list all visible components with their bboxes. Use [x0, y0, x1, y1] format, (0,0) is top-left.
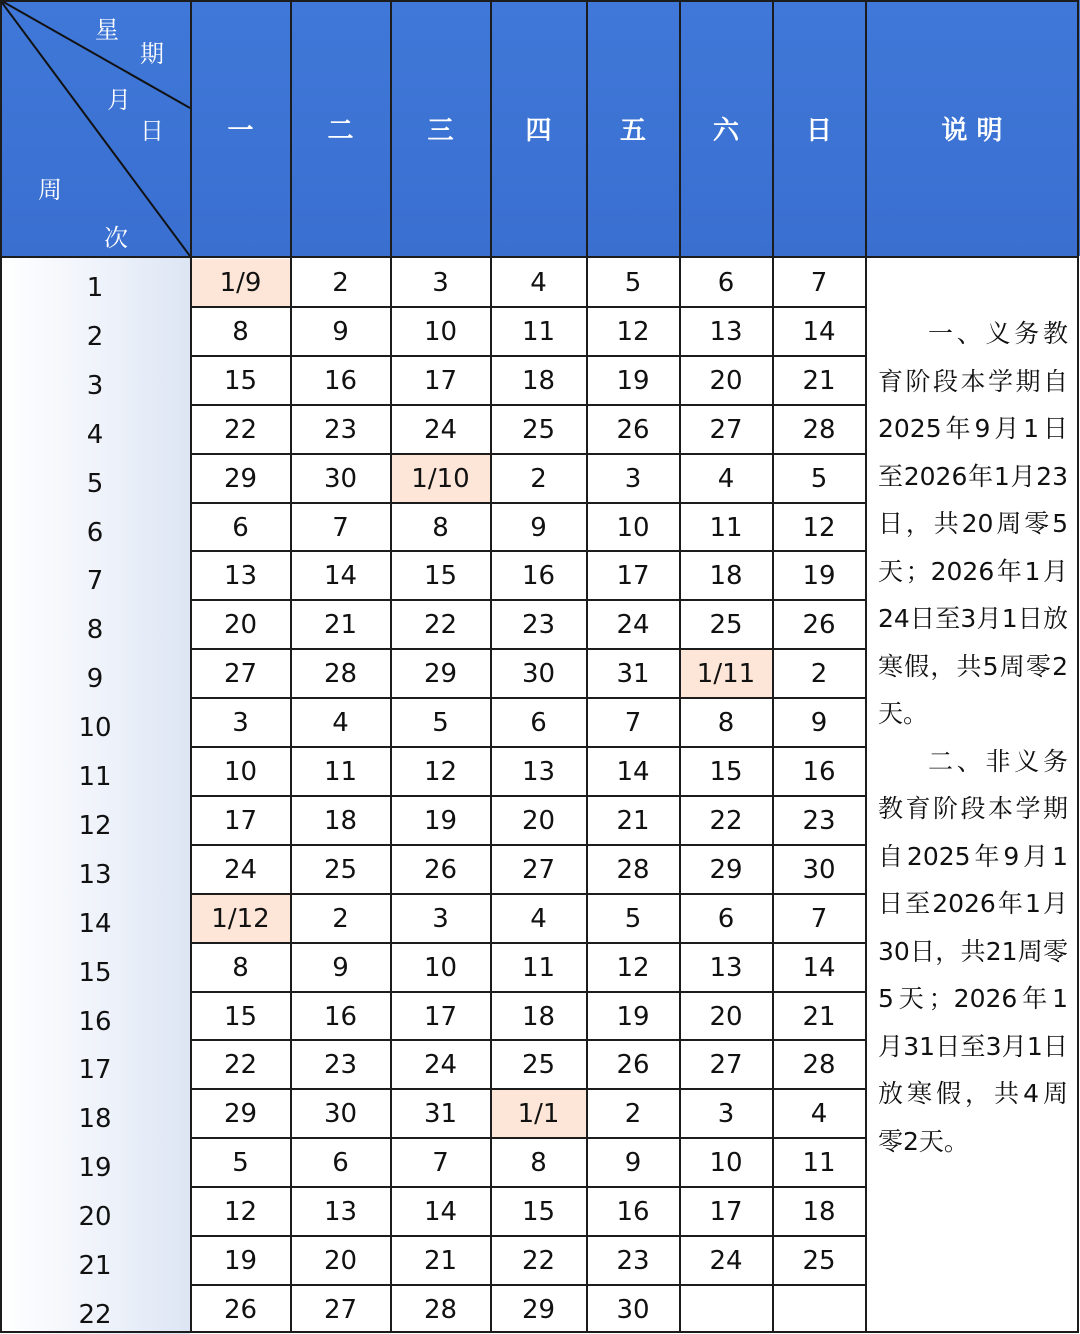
header-sunday: 日 [805, 115, 832, 146]
corner-weekday-char-2: 期 [140, 40, 164, 68]
week-number-cell [0, 1040, 190, 1089]
date-cell: 26 [423, 854, 458, 885]
date-cell: 19 [423, 805, 458, 836]
date-cell: 20 [223, 610, 258, 641]
date-cell: 28 [802, 1050, 836, 1081]
grid-horizontal-line [190, 502, 866, 504]
grid-horizontal-line [190, 1039, 866, 1041]
header-friday: 五 [619, 115, 646, 146]
date-cell [773, 1286, 865, 1334]
date-cell: 7 [810, 268, 828, 298]
date-cell: 17 [616, 561, 650, 592]
week-number: 3 [86, 370, 104, 401]
date-cell: 24 [423, 1050, 458, 1081]
date-cell: 31 [616, 659, 650, 690]
month-start-date-cell: 1/1 [491, 1090, 586, 1138]
date-cell: 25 [802, 1246, 836, 1276]
grid-horizontal-line [190, 893, 866, 895]
date-cell: 16 [323, 1001, 358, 1032]
date-cell: 28 [616, 854, 650, 885]
week-number-cell [0, 1187, 190, 1236]
grid-horizontal-line [190, 1284, 866, 1286]
date-cell: 2 [332, 268, 349, 298]
date-cell: 10 [423, 316, 458, 347]
date-cell: 29 [521, 1294, 556, 1325]
date-cell: 21 [802, 1001, 836, 1032]
date-cell: 22 [223, 414, 258, 445]
week-number: 5 [86, 468, 104, 499]
date-cell: 18 [802, 1197, 836, 1228]
week-number: 7 [86, 566, 104, 597]
date-cell: 20 [521, 805, 556, 836]
grid-vertical-line [490, 0, 492, 1333]
date-cell: 24 [616, 610, 650, 641]
note-compulsory-education: 一、义务教育阶段本学期自2025年9月1日至2026年1月23日，共20周零5天；2026年1月24日至3月1日放寒假，共5周零2天。 [878, 319, 1068, 728]
date-cell: 24 [223, 854, 258, 885]
week-number: 11 [78, 762, 112, 792]
grid-horizontal-line [190, 1088, 866, 1090]
date-cell: 29 [223, 1099, 258, 1130]
date-cell: 8 [232, 952, 249, 983]
corner-weekday-char-1: 星 [95, 16, 119, 44]
date-cell: 5 [432, 708, 449, 739]
date-cell: 26 [802, 610, 836, 641]
date-cell: 3 [432, 268, 449, 298]
date-cell: 6 [232, 512, 249, 543]
date-cell: 27 [521, 854, 556, 885]
week-number: 17 [78, 1055, 112, 1086]
grid-vertical-line [865, 0, 867, 1333]
header-wednesday: 三 [427, 115, 454, 146]
date-cell: 14 [423, 1197, 458, 1228]
date-cell: 28 [323, 659, 358, 690]
grid-horizontal-line [190, 599, 866, 601]
grid-vertical-line [1077, 0, 1079, 1333]
date-cell: 27 [709, 1050, 743, 1081]
date-cell: 25 [709, 610, 743, 641]
date-cell: 30 [616, 1294, 650, 1325]
date-cell: 25 [521, 1050, 556, 1081]
week-number: 22 [78, 1299, 112, 1330]
week-number-cell [0, 1236, 190, 1285]
date-cell: 12 [616, 316, 650, 347]
date-cell: 26 [616, 414, 650, 445]
date-cell: 30 [521, 659, 556, 690]
month-start-date-cell: 1/12 [191, 895, 290, 943]
grid-horizontal-line [190, 697, 866, 699]
week-number: 20 [78, 1202, 112, 1233]
date-cell: 26 [616, 1050, 650, 1081]
date-cell: 7 [332, 512, 349, 543]
date-cell: 26 [223, 1294, 258, 1325]
date-cell: 3 [717, 1099, 735, 1130]
date-cell: 24 [423, 414, 458, 445]
date-cell: 7 [432, 1148, 449, 1179]
date-cell: 22 [423, 610, 458, 641]
week-number-cell [0, 258, 190, 307]
week-number-cell [0, 1285, 190, 1334]
date-cell: 14 [802, 952, 836, 983]
date-cell: 12 [423, 757, 458, 787]
grid-horizontal-line [190, 306, 866, 308]
week-number: 4 [86, 419, 104, 450]
week-number-cell [0, 649, 190, 698]
date-cell: 28 [802, 414, 836, 445]
header-thursday: 四 [525, 115, 552, 146]
grid-vertical-line [190, 0, 192, 1333]
date-cell: 5 [232, 1148, 249, 1179]
date-cell: 2 [810, 659, 828, 690]
date-cell: 16 [323, 365, 358, 396]
corner-date-char-2: 日 [140, 117, 164, 145]
week-number-cell [0, 894, 190, 943]
date-cell: 25 [323, 854, 358, 885]
grid-vertical-line [772, 0, 774, 1333]
date-cell: 17 [223, 805, 258, 836]
date-cell: 10 [423, 952, 458, 983]
week-number-cell [0, 551, 190, 600]
date-cell: 23 [323, 1050, 358, 1081]
month-start-date-cell: 1/10 [391, 455, 490, 503]
date-cell: 8 [432, 512, 449, 543]
date-cell: 19 [616, 1001, 650, 1032]
week-number: 9 [86, 664, 104, 695]
date-cell: 18 [521, 1001, 556, 1032]
date-cell: 9 [810, 708, 828, 739]
grid-horizontal-line [190, 991, 866, 993]
week-number-cell [0, 405, 190, 454]
date-cell: 15 [223, 365, 258, 396]
date-cell: 5 [624, 903, 642, 934]
date-cell: 14 [323, 561, 358, 592]
grid-vertical-line [679, 0, 681, 1333]
note-non-compulsory-education: 二、非义务教育阶段本学期自2025年9月1日至2026年1月30日，共21周零5天；2026年1月31日至3月1日放寒假，共4周零2天。 [878, 746, 1068, 1156]
date-cell: 23 [802, 805, 836, 836]
date-cell: 4 [717, 463, 735, 494]
date-cell: 27 [709, 414, 743, 445]
grid-horizontal-line [190, 550, 866, 552]
date-cell: 4 [530, 903, 547, 934]
date-cell: 29 [223, 463, 258, 494]
grid-horizontal-line [190, 795, 866, 797]
date-cell: 6 [717, 268, 735, 298]
date-cell: 17 [709, 1197, 743, 1228]
corner-week-char-1: 周 [38, 176, 62, 204]
date-cell: 4 [810, 1099, 828, 1130]
grid-vertical-line [586, 0, 588, 1333]
date-cell: 18 [521, 365, 556, 396]
date-cell: 25 [521, 414, 556, 445]
date-cell: 23 [521, 610, 556, 641]
date-cell: 15 [709, 757, 743, 787]
week-number: 14 [78, 908, 112, 939]
week-number-cell [0, 356, 190, 405]
date-cell: 15 [423, 561, 458, 592]
header-saturday: 六 [712, 115, 739, 146]
date-cell: 23 [616, 1246, 650, 1276]
date-cell: 13 [323, 1197, 358, 1228]
grid-horizontal-line [190, 942, 866, 944]
date-cell: 12 [223, 1197, 258, 1228]
date-cell [680, 1286, 772, 1334]
week-number: 12 [78, 810, 112, 841]
week-number-cell [0, 600, 190, 649]
date-cell: 2 [624, 1099, 642, 1130]
date-cell: 18 [323, 805, 358, 836]
date-cell: 30 [802, 854, 836, 885]
date-cell: 9 [332, 316, 349, 347]
date-cell: 2 [530, 463, 547, 494]
date-cell: 3 [624, 463, 642, 494]
date-cell: 7 [624, 708, 642, 739]
date-cell: 10 [223, 757, 258, 787]
date-cell: 17 [423, 365, 458, 396]
date-cell: 16 [616, 1197, 650, 1228]
date-cell: 19 [802, 561, 836, 592]
date-cell: 13 [709, 952, 743, 983]
week-number: 15 [78, 957, 112, 988]
date-cell: 9 [624, 1148, 642, 1179]
date-cell: 27 [223, 659, 258, 690]
date-cell: 3 [232, 708, 249, 739]
week-number: 19 [78, 1153, 112, 1184]
grid-vertical-line [390, 0, 392, 1333]
date-cell: 27 [323, 1294, 358, 1325]
date-cell: 22 [709, 805, 743, 836]
date-cell: 14 [802, 316, 836, 347]
week-number-cell [0, 307, 190, 356]
date-cell: 13 [223, 561, 258, 592]
week-number: 8 [86, 615, 104, 646]
month-start-date-cell: 1/9 [191, 259, 290, 307]
date-cell: 20 [709, 365, 743, 396]
date-cell: 6 [530, 708, 547, 739]
date-cell: 13 [709, 316, 743, 347]
date-cell: 21 [323, 610, 358, 641]
week-number: 13 [78, 859, 112, 890]
week-number-cell [0, 503, 190, 552]
date-cell: 16 [521, 561, 556, 592]
week-number-cell [0, 796, 190, 845]
date-cell: 18 [709, 561, 743, 592]
date-cell: 22 [521, 1246, 556, 1276]
grid-horizontal-line [190, 746, 866, 748]
week-number: 6 [86, 517, 104, 548]
date-cell: 9 [530, 512, 547, 543]
date-cell: 6 [717, 903, 735, 934]
date-cell: 12 [802, 512, 836, 543]
date-cell: 24 [709, 1246, 743, 1276]
date-cell: 31 [423, 1099, 458, 1130]
date-cell: 4 [530, 268, 547, 298]
date-cell: 10 [709, 1148, 743, 1179]
date-cell: 8 [717, 708, 735, 739]
date-cell: 12 [616, 952, 650, 983]
date-cell: 21 [423, 1246, 458, 1276]
grid-horizontal-line [190, 1137, 866, 1139]
date-cell: 13 [521, 757, 556, 787]
week-number: 16 [78, 1006, 112, 1037]
date-cell: 17 [423, 1001, 458, 1032]
date-cell: 3 [432, 903, 449, 934]
date-cell: 6 [332, 1148, 349, 1179]
date-cell: 9 [332, 952, 349, 983]
week-number-cell [0, 747, 190, 796]
grid-horizontal-line [190, 1235, 866, 1237]
week-number-cell [0, 992, 190, 1041]
week-number-cell [0, 943, 190, 992]
date-cell: 11 [521, 316, 556, 347]
date-cell: 11 [323, 757, 358, 787]
date-cell: 8 [530, 1148, 547, 1179]
grid-vertical-line [0, 0, 2, 1333]
date-cell: 29 [423, 659, 458, 690]
date-cell: 16 [802, 757, 836, 787]
week-number: 21 [78, 1251, 112, 1281]
date-cell: 10 [616, 512, 650, 543]
header-monday: 一 [227, 115, 254, 146]
grid-horizontal-line [190, 355, 866, 357]
notes-text [878, 310, 1068, 1165]
week-number: 18 [78, 1104, 112, 1135]
week-number-cell [0, 845, 190, 894]
corner-date-char-1: 月 [107, 86, 131, 114]
date-cell: 30 [323, 463, 358, 494]
date-cell: 7 [810, 903, 828, 934]
date-cell: 29 [709, 854, 743, 885]
grid-horizontal-line [190, 453, 866, 455]
date-cell: 11 [709, 512, 743, 543]
grid-horizontal-line [190, 1186, 866, 1188]
date-cell: 5 [624, 268, 642, 298]
date-cell: 11 [802, 1148, 836, 1179]
week-number-cell [0, 454, 190, 503]
date-cell: 21 [802, 365, 836, 396]
date-cell: 19 [616, 365, 650, 396]
date-cell: 15 [521, 1197, 556, 1228]
grid-horizontal-line [0, 0, 1079, 2]
corner-week-char-2: 次 [104, 224, 128, 252]
week-number: 10 [78, 713, 112, 744]
grid-horizontal-line [0, 256, 1079, 258]
month-start-date-cell: 1/11 [680, 650, 772, 698]
date-cell: 20 [709, 1001, 743, 1032]
date-cell: 20 [323, 1246, 358, 1276]
date-cell: 28 [423, 1294, 458, 1325]
grid-horizontal-line [190, 404, 866, 406]
date-cell: 11 [521, 952, 556, 983]
grid-vertical-line [290, 0, 292, 1333]
week-number-cell [0, 698, 190, 747]
date-cell: 4 [332, 708, 349, 739]
date-cell: 19 [223, 1246, 258, 1276]
date-cell: 14 [616, 757, 650, 787]
week-number: 2 [86, 321, 104, 352]
date-cell: 2 [332, 903, 349, 934]
date-cell: 21 [616, 805, 650, 836]
date-cell: 22 [223, 1050, 258, 1081]
date-cell: 5 [810, 463, 828, 494]
week-number-cell [0, 1089, 190, 1138]
week-number: 1 [86, 273, 104, 303]
header-notes: 说 明 [941, 115, 1003, 146]
date-cell: 30 [323, 1099, 358, 1130]
grid-horizontal-line [190, 844, 866, 846]
header-tuesday: 二 [327, 115, 354, 146]
grid-horizontal-line [190, 648, 866, 650]
week-number-cell [0, 1138, 190, 1187]
date-cell: 15 [223, 1001, 258, 1032]
date-cell: 8 [232, 316, 249, 347]
date-cell: 23 [323, 414, 358, 445]
